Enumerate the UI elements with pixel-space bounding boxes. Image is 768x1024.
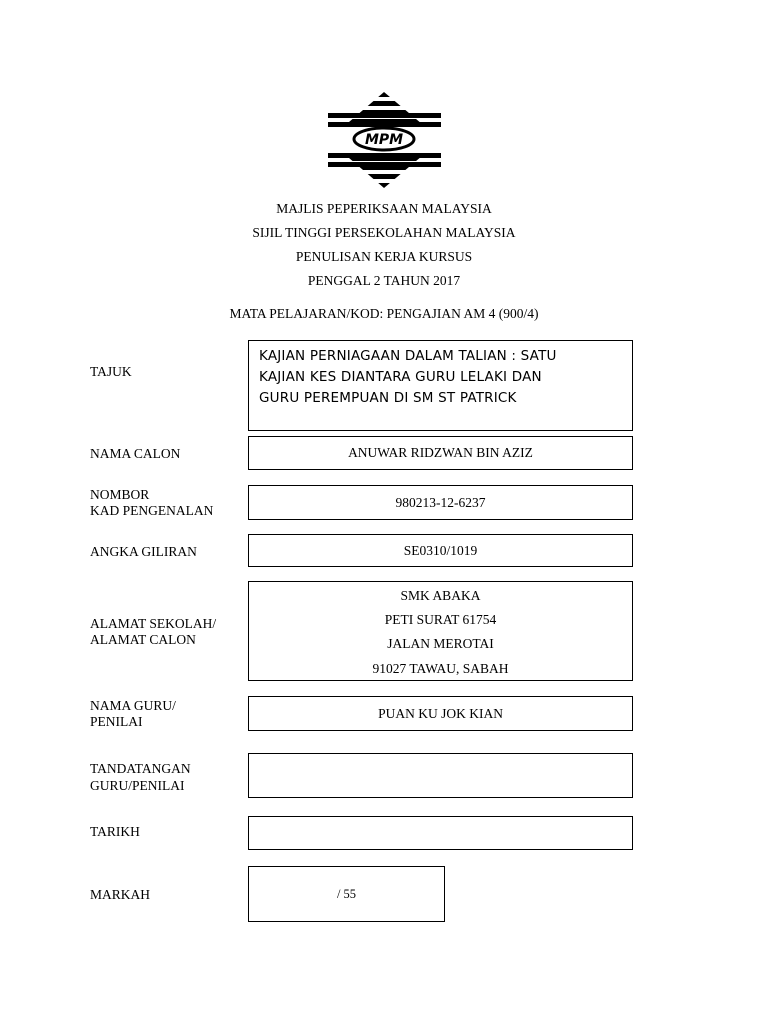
alamat-box [248, 581, 633, 681]
alamat-label-line-1: ALAMAT SEKOLAH/ [90, 616, 217, 631]
tajuk-label: TAJUK [90, 364, 132, 379]
nama-calon-box [248, 436, 633, 470]
mpm-logo [328, 92, 441, 188]
markah-label: MARKAH [90, 887, 151, 902]
nama-guru-label-line-1: NAMA GURU/ [90, 698, 176, 713]
tajuk-line-3: GURU PEREMPUAN DI SM ST PATRICK [259, 390, 517, 406]
tajuk-box [248, 340, 633, 431]
nombor-kp-value: 980213-12-6237 [395, 494, 486, 510]
mpm-logo-graphic [328, 92, 441, 188]
nombor-label-line-1: NOMBOR [90, 487, 150, 502]
header-line-1: MAJLIS PEPERIKSAAN MALAYSIA [276, 201, 492, 216]
alamat-line-2: PETI SURAT 61754 [384, 612, 497, 627]
nama-calon-value: ANUWAR RIDZWAN BIN AZIZ [348, 445, 533, 460]
nama-calon-label: NAMA CALON [90, 446, 181, 461]
angka-giliran-box [248, 534, 633, 567]
header-line-2: SIJIL TINGGI PERSEKOLAHAN MALAYSIA [252, 225, 516, 240]
nama-guru-value: PUAN KU JOK KIAN [378, 705, 503, 721]
tajuk-line-2: KAJIAN KES DIANTARA GURU LELAKI DAN [259, 369, 542, 385]
header-line-4: PENGGAL 2 TAHUN 2017 [307, 273, 461, 288]
subject-line: MATA PELAJARAN/KOD: PENGAJIAN AM 4 (900/4) [229, 306, 539, 321]
tandatangan-label-line-2: GURU/PENILAI [90, 778, 185, 793]
nama-guru-box [248, 696, 633, 731]
nombor-label-line-2: KAD PENGENALAN [90, 503, 214, 518]
angka-giliran-label: ANGKA GILIRAN [90, 544, 197, 559]
nombor-kp-box [248, 485, 633, 520]
nama-guru-label-line-2: PENILAI [90, 714, 143, 729]
alamat-line-3: JALAN MEROTAI [387, 636, 494, 651]
tajuk-text [259, 346, 557, 409]
markah-value: / 55 [336, 886, 357, 901]
alamat-line-4: 91027 TAWAU, SABAH [372, 661, 509, 676]
tajuk-line-1: KAJIAN PERNIAGAAN DALAM TALIAN : SATU [259, 348, 557, 364]
tarikh-box[interactable] [248, 816, 633, 850]
alamat-line-1: SMK ABAKA [400, 588, 481, 603]
alamat-label-line-2: ALAMAT CALON [90, 632, 196, 647]
markah-box [248, 866, 445, 922]
tandatangan-box[interactable] [248, 753, 633, 798]
header-line-3: PENULISAN KERJA KURSUS [295, 249, 473, 264]
tarikh-label: TARIKH [90, 824, 140, 839]
angka-giliran-value: SE0310/1019 [403, 542, 478, 558]
tandatangan-label-line-1: TANDATANGAN [90, 761, 191, 776]
logo-text: MPM [364, 132, 404, 148]
